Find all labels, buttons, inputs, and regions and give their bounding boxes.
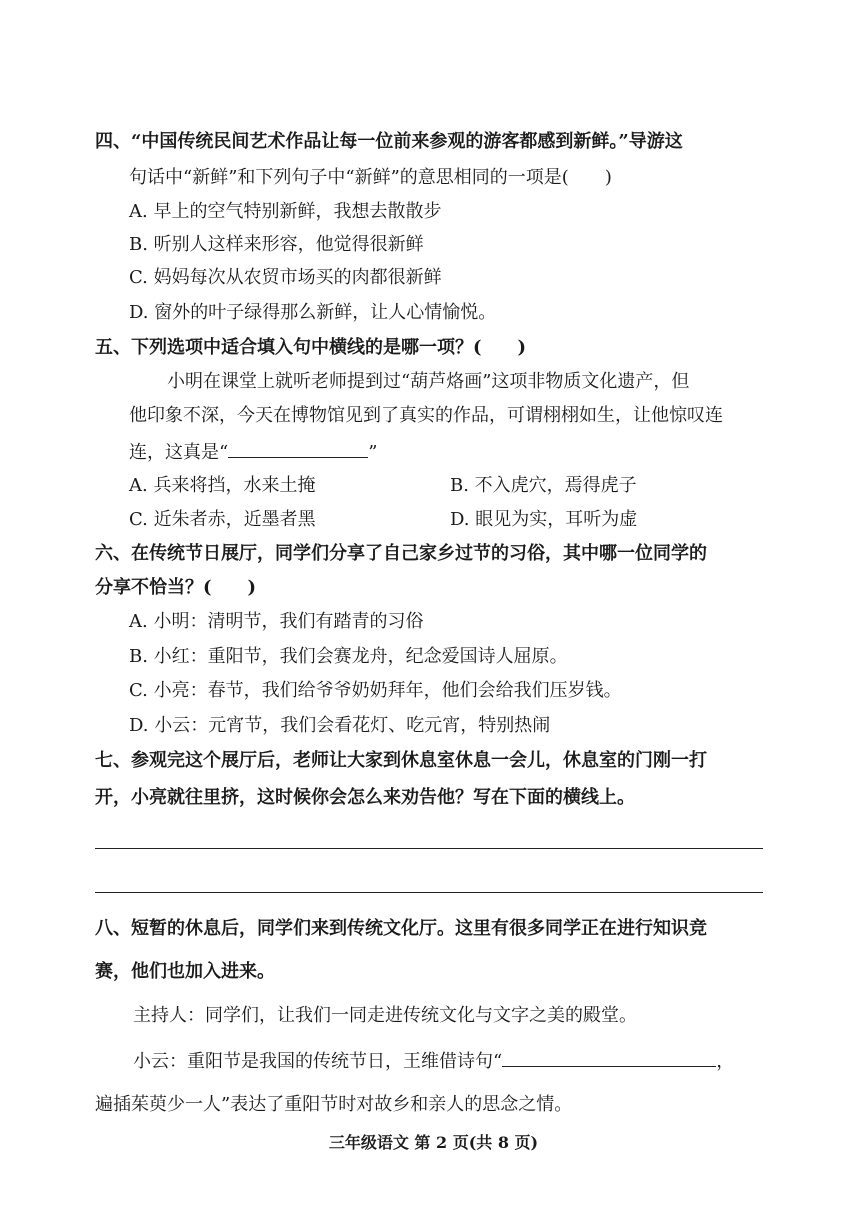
q8-last-line: 遍插茱萸少一人”表达了重阳节时对故乡和亲人的思念之情。 (95, 1094, 573, 1115)
page-footer: 三年级语文 第 2 页(共 8 页) (328, 1133, 539, 1152)
q5-option-c: C. 近朱者赤，近墨者黑 (129, 509, 316, 530)
q8-stem-line2: 赛，他们也加入进来。 (95, 961, 275, 982)
q4-option-b: B. 听别人这样来形容，他觉得很新鲜 (129, 234, 424, 255)
q5-option-b: B. 不入虎穴，焉得虎子 (450, 475, 637, 496)
q6-option-b: B. 小红：重阳节，我们会赛龙舟，纪念爱国诗人屈原。 (129, 646, 568, 667)
q7-answer-line-1[interactable] (95, 848, 763, 849)
q8-yun-suffix: ， (716, 1051, 735, 1072)
q7-answer-line-2[interactable] (95, 892, 763, 893)
q8-stem-line1: 八、短暂的休息后，同学们来到传统文化厅。这里有很多同学正在进行知识竞 (95, 918, 707, 939)
q8-host-line: 主持人：同学们，让我们一同走进传统文化与文字之美的殿堂。 (133, 1005, 637, 1026)
q8-yun-line (133, 1048, 734, 1074)
q5-passage-line1: 小明在课堂上就听老师提到过“葫芦烙画”这项非物质文化遗产，但 (167, 371, 690, 392)
q5-answer-blank[interactable] (228, 439, 368, 458)
q5-passage-prefix: 连，这真是“ (129, 442, 229, 463)
q6-option-a: A. 小明：清明节，我们有踏青的习俗 (129, 611, 424, 632)
q5-passage-line3 (129, 439, 377, 465)
q6-stem-line2: 分享不恰当？( ) (95, 577, 257, 598)
q6-option-c: C. 小亮：春节，我们给爷爷奶奶拜年，他们会给我们压岁钱。 (129, 680, 622, 701)
q8-yun-prefix: 小云：重阳节是我国的传统节日，王维借诗句“ (133, 1051, 503, 1072)
q4-stem-line2: 句话中“新鲜”和下列句子中“新鲜”的意思相同的一项是( ) (129, 167, 612, 188)
q5-stem: 五、下列选项中适合填入句中横线的是哪一项？( ) (95, 337, 527, 358)
q5-passage-suffix: ” (368, 442, 378, 463)
q7-stem-line2: 开，小亮就往里挤，这时候你会怎么来劝告他？写在下面的横线上。 (95, 787, 635, 808)
q6-stem-line1: 六、在传统节日展厅，同学们分享了自己家乡过节的习俗，其中哪一位同学的 (95, 543, 707, 564)
q5-option-d: D. 眼见为实，耳听为虚 (450, 509, 638, 530)
q8-poem-blank[interactable] (502, 1048, 716, 1067)
q4-option-a: A. 早上的空气特别新鲜，我想去散散步 (129, 201, 442, 222)
q4-stem-line1: 四、“中国传统民间艺术作品让每一位前来参观的游客都感到新鲜。”导游这 (95, 131, 683, 152)
q5-option-a: A. 兵来将挡，水来土掩 (129, 475, 316, 496)
q4-option-d: D. 窗外的叶子绿得那么新鲜，让人心情愉悦。 (129, 302, 497, 323)
q7-stem-line1: 七、参观完这个展厅后，老师让大家到休息室休息一会儿，休息室的门刚一打 (95, 750, 707, 771)
q4-option-c: C. 妈妈每次从农贸市场买的肉都很新鲜 (129, 267, 442, 288)
q5-passage-line2: 他印象不深，今天在博物馆见到了真实的作品，可谓栩栩如生，让他惊叹连 (129, 405, 723, 426)
q6-option-d: D. 小云：元宵节，我们会看花灯、吃元宵，特别热闹 (129, 715, 551, 736)
